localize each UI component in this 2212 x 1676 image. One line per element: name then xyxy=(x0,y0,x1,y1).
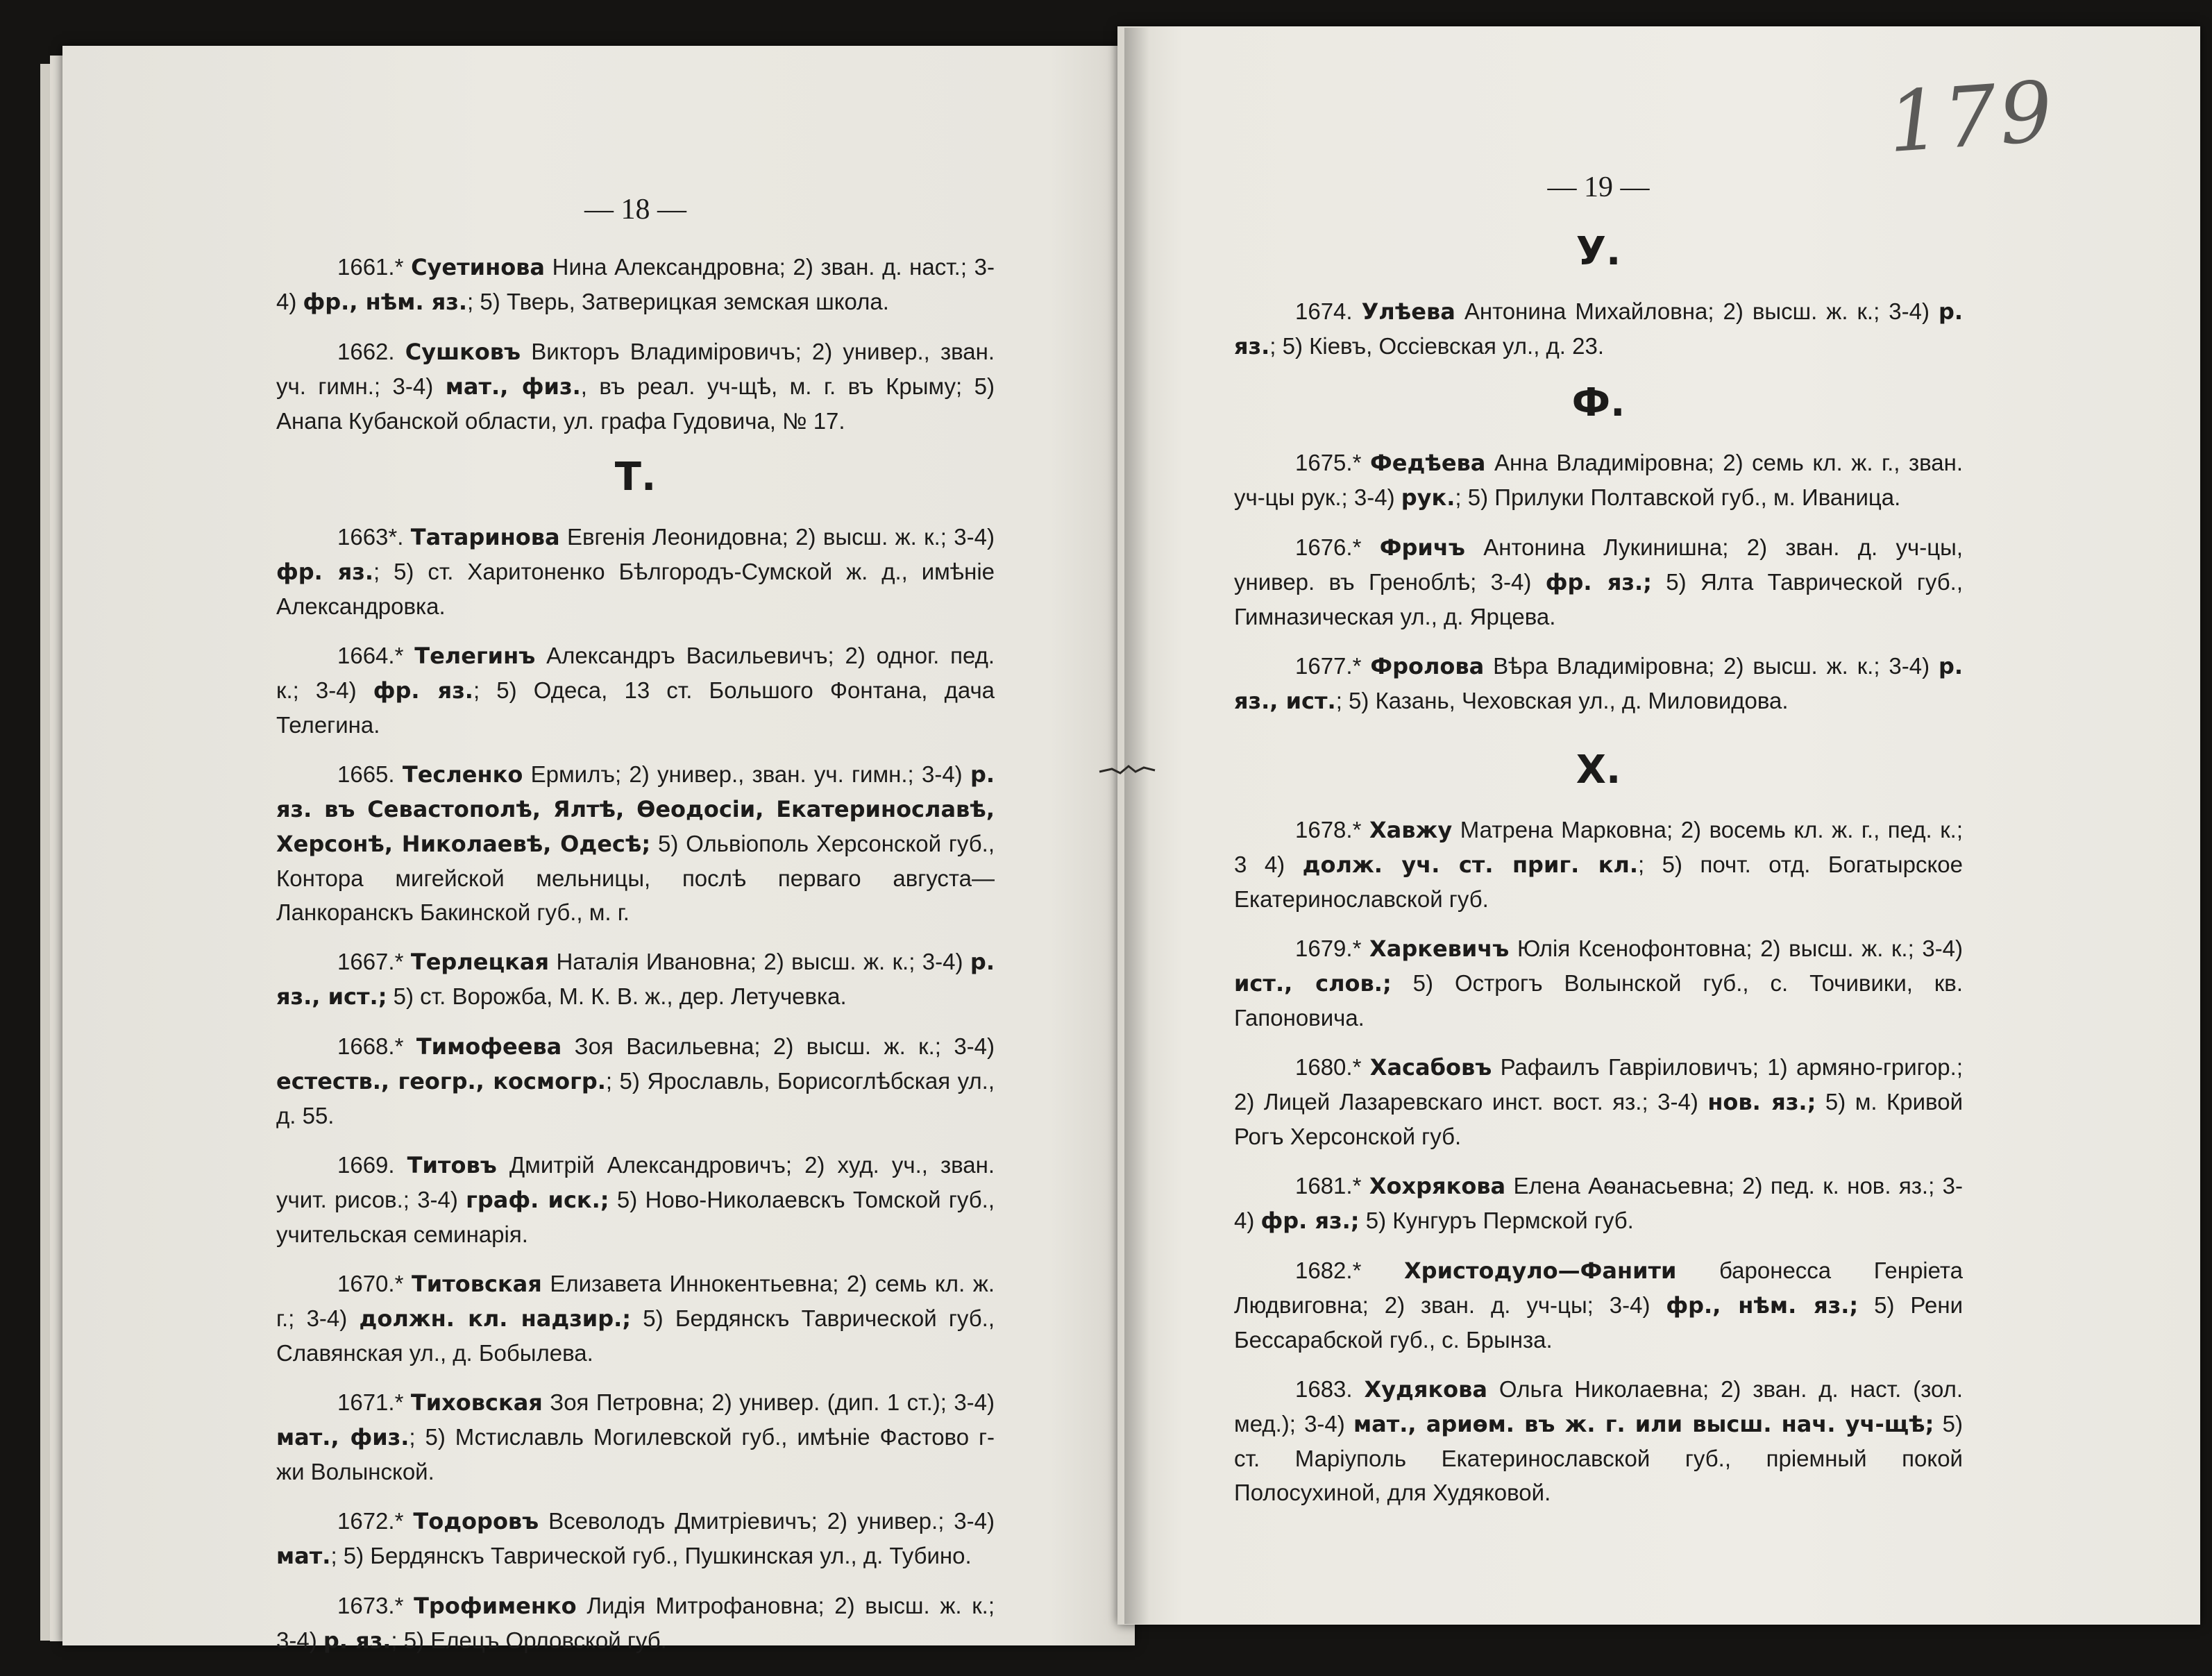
entry-surname: Суетинова xyxy=(411,254,546,280)
entry-surname: Тимофеева xyxy=(416,1033,562,1060)
entry-surname: Хасабовъ xyxy=(1369,1054,1492,1081)
register-entry xyxy=(276,250,995,319)
section-letter: Х. xyxy=(1576,747,1621,793)
entry-address: 5) ст. Ворожба, М. К. В. ж., дер. Летучевка. xyxy=(387,983,847,1009)
entry-subjects: мат., физ. xyxy=(445,373,581,400)
book-spine-shadow xyxy=(1124,28,1149,1624)
entry-address: ; 5) Бердянскъ Таврической губ., Пушкинская ул., д. Тубино. xyxy=(330,1543,972,1568)
entry-subjects: фр. яз. xyxy=(373,677,473,704)
entry-subjects: фр. яз.; xyxy=(1260,1208,1360,1234)
entry-surname: Улѣева xyxy=(1361,298,1455,325)
register-entry xyxy=(1234,1050,1963,1153)
entry-details: Всеволодъ Дмитріевичъ; 2) универ.; 3-4) xyxy=(548,1508,995,1534)
entry-surname: Титовская xyxy=(411,1271,542,1297)
entry-surname: Худякова xyxy=(1364,1376,1487,1403)
entry-details: Зоя Петровна; 2) универ. (дип. 1 ст.); 3-4) xyxy=(550,1389,995,1415)
register-entry xyxy=(1234,813,1963,916)
entry-number: 1663*. xyxy=(337,524,404,550)
entry-number: 1673.* xyxy=(337,1593,404,1618)
entry-details: Дмитрій Александровичъ; 2) худ. уч., зван. учит. рисов.; 3-4) xyxy=(276,1152,995,1212)
entry-details: Викторъ Владиміровичъ; 2) универ., зван. уч. гимн.; 3-4) xyxy=(276,339,995,399)
entry-subjects: ист., слов.; xyxy=(1234,970,1392,997)
register-entry xyxy=(1234,294,1963,364)
entry-surname: Терлецкая xyxy=(410,949,550,975)
section xyxy=(1234,228,1963,364)
entry-surname: Тодоровъ xyxy=(413,1508,539,1534)
section-letter: Ф. xyxy=(1571,380,1626,425)
entry-surname: Тиховская xyxy=(410,1389,543,1416)
entry-address: ; 5) Тверь, Затверицкая земская школа. xyxy=(467,289,889,314)
entry-subjects: должн. кл. надзир.; xyxy=(359,1305,632,1332)
section xyxy=(276,250,995,438)
section-letter: Т. xyxy=(614,455,657,500)
entry-subjects: фр. яз.; xyxy=(1545,569,1652,595)
entry-number: 1669. xyxy=(337,1152,395,1178)
entry-subjects: р. яз. въ Севастополѣ, Ялтѣ, Ѳеодосіи, Екатеринославѣ, Херсонѣ, Николаевѣ, Одесѣ; xyxy=(276,761,995,857)
register-entry xyxy=(1234,530,1963,634)
entry-number: 1675.* xyxy=(1295,450,1362,475)
entry-surname: Федѣева xyxy=(1370,450,1486,476)
entry-subjects: мат., ариѳм. въ ж. г. или высш. нач. уч-щѣ; xyxy=(1353,1411,1934,1437)
page-number: — 18 — xyxy=(584,194,686,226)
entry-surname: Христодуло—Фанити xyxy=(1404,1258,1677,1284)
register-entry xyxy=(276,1267,995,1370)
entry-number: 1674. xyxy=(1295,298,1353,324)
entry-number: 1679.* xyxy=(1295,936,1362,961)
entry-address: ; 5) Казань, Чеховская ул., д. Миловидова. xyxy=(1335,688,1789,713)
entry-details: Юлія Ксенофонтовна; 2) высш. ж. к.; 3-4) xyxy=(1517,936,1964,961)
entry-surname: Хохрякова xyxy=(1369,1173,1506,1199)
entry-details: Рафаилъ Гавріиловичъ; 1) армяно-григор.; 2) Лицей Лазаревскаго инст. вост. яз.; 3-4) xyxy=(1234,1054,1963,1115)
entry-number: 1681.* xyxy=(1295,1173,1362,1199)
entry-number: 1671.* xyxy=(337,1389,404,1415)
entry-number: 1670.* xyxy=(337,1271,404,1296)
entry-address: 5) м. Кривой Рогъ Херсонской губ. xyxy=(1234,1089,1964,1149)
entry-details: Ермилъ; 2) универ., зван. уч. гимн.; 3-4) xyxy=(530,761,963,787)
entry-address: 5) ст. Маріуполь Екатеринославской губ., пріемный покой Полосухиной, для Худяковой. xyxy=(1234,1411,1964,1505)
binding-tear-mark xyxy=(1098,762,1156,779)
register-entry xyxy=(1234,446,1963,515)
entry-details: Вѣра Владиміровна; 2) высш. ж. к.; 3-4) xyxy=(1493,653,1930,679)
register-entry xyxy=(276,1589,995,1658)
entry-address: ; 5) Кіевъ, Оссіевская ул., д. 23. xyxy=(1269,333,1605,359)
entry-number: 1677.* xyxy=(1295,653,1362,679)
entry-surname: Фролова xyxy=(1370,653,1485,679)
register-entry xyxy=(276,638,995,742)
entry-number: 1682.* xyxy=(1295,1258,1362,1283)
handwritten-page-number: 179 xyxy=(1884,63,2059,172)
entry-address: 5) Ново-Николаевскъ Томской губ., учительская семинарія. xyxy=(276,1187,995,1247)
entry-address: 5) Кунгуръ Пермской губ. xyxy=(1359,1208,1634,1233)
entry-surname: Фричъ xyxy=(1379,534,1465,561)
register-entry xyxy=(1234,649,1963,718)
register-entry xyxy=(1234,1169,1963,1238)
entry-subjects: р. яз., ист.; xyxy=(276,949,995,1010)
page-number: — 19 — xyxy=(1547,171,1650,203)
entry-details: Зоя Васильевна; 2) высш. ж. к.; 3-4) xyxy=(574,1033,995,1059)
register-entry xyxy=(276,1504,995,1573)
entry-address: ; 5) ст. Харитоненко Бѣлгородъ-Сумской ж. д., имѣніе Александровка. xyxy=(276,559,995,619)
entry-details: баронесса Генріета Людвиговна; 2) зван. д. уч-цы; 3-4) xyxy=(1234,1258,1963,1318)
entry-surname: Сушковъ xyxy=(405,339,521,365)
entry-details: Матрена Марковна; 2) восемь кл. ж. г., пед. к.; 3 4) xyxy=(1234,817,1964,877)
entry-number: 1667.* xyxy=(337,949,404,974)
entry-details: Антонина Михайловна; 2) высш. ж. к.; 3-4) xyxy=(1464,298,1930,324)
entry-subjects: долж. уч. ст. приг. кл. xyxy=(1302,852,1639,878)
entry-details: Елизавета Иннокентьевна; 2) семь кл. ж. г.; 3-4) xyxy=(276,1271,995,1331)
register-entry xyxy=(276,1029,995,1133)
entry-details: Елена Аѳанасьевна; 2) пед. к. нов. яз.; 3-4) xyxy=(1234,1173,1963,1233)
entry-number: 1664.* xyxy=(337,643,404,668)
entry-number: 1678.* xyxy=(1295,817,1362,843)
entry-details: Александръ Васильевичъ; 2) одног. пед. к.; 3-4) xyxy=(276,643,995,703)
register-entry xyxy=(276,945,995,1014)
entry-address: 5) Ялта Таврической губ., Гимназическая ул., д. Ярцева. xyxy=(1234,569,1964,629)
entry-subjects: рук. xyxy=(1401,484,1455,511)
section xyxy=(276,453,995,1658)
register-entry xyxy=(276,1148,995,1251)
section-letter: У. xyxy=(1576,229,1621,274)
entry-details: Лидія Митрофановна; 2) высш. ж. к.; 3-4) xyxy=(276,1593,995,1653)
entry-subjects: граф. иск.; xyxy=(466,1187,609,1213)
register-entry xyxy=(1234,1253,1963,1357)
register-entry xyxy=(276,520,995,623)
register-entry xyxy=(1234,1372,1963,1509)
entry-surname: Титовъ xyxy=(407,1152,497,1178)
entry-address: ; 5) Ярославль, Борисоглѣбская ул., д. 55. xyxy=(276,1068,995,1128)
register-entry xyxy=(276,1385,995,1489)
entry-number: 1661.* xyxy=(337,254,404,280)
entry-subjects: р. яз. xyxy=(323,1627,391,1654)
entry-subjects: мат. xyxy=(276,1543,331,1569)
section xyxy=(1234,746,1963,1509)
section xyxy=(1234,379,1963,718)
register-entry xyxy=(1234,931,1963,1035)
entry-subjects: мат., физ. xyxy=(276,1424,410,1450)
entry-details: Евгенія Леонидовна; 2) высш. ж. к.; 3-4) xyxy=(566,524,995,550)
entry-details: Анна Владиміровна; 2) семь кл. ж. г., зван. уч-цы рук.; 3-4) xyxy=(1234,450,1964,510)
entry-address: 5) Бердянскъ Таврической губ., Славянская ул., д. Бобылева. xyxy=(276,1305,995,1366)
entry-details: Нина Александровна; 2) зван. д. наст.; 3-4) xyxy=(276,254,995,314)
entry-subjects: естеств., геогр., космогр. xyxy=(276,1068,606,1094)
register-entry xyxy=(276,757,995,929)
entry-number: 1662. xyxy=(337,339,395,364)
entry-address: ; 5) Одеса, 13 ст. Большого Фонтана, дача Телегина. xyxy=(276,677,995,738)
entry-number: 1683. xyxy=(1295,1376,1353,1402)
entry-number: 1676.* xyxy=(1295,534,1362,560)
entry-address: 5) Острогъ Волынской губ., с. Точивики, кв. Гапоновича. xyxy=(1234,970,1963,1031)
entry-number: 1665. xyxy=(337,761,395,787)
entry-details: Антонина Лукинишна; 2) зван. д. уч-цы, универ. въ Греноблѣ; 3-4) xyxy=(1234,534,1963,595)
entry-subjects: фр., нѣм. яз. xyxy=(303,289,468,315)
register-entry xyxy=(276,335,995,438)
entry-surname: Телегинъ xyxy=(414,643,536,669)
entry-subjects: нов. яз.; xyxy=(1707,1089,1816,1115)
entry-surname: Татаринова xyxy=(410,524,560,550)
entry-surname: Трофименко xyxy=(414,1593,577,1619)
entry-address: ; 5) Мстиславль Могилевской губ., имѣніе Фастово г-жи Волынской. xyxy=(276,1424,995,1484)
entry-number: 1672.* xyxy=(337,1508,404,1534)
entry-address: 5) Рени Бессарабской губ., с. Брынза. xyxy=(1234,1292,1964,1353)
entry-subjects: р. яз. xyxy=(1234,298,1964,359)
entry-subjects: фр. яз. xyxy=(276,559,373,585)
entry-surname: Тесленко xyxy=(402,761,523,788)
entry-address: ; 5) почт. отд. Богатырское Екатеринославской губ. xyxy=(1234,852,1963,912)
right-page-text xyxy=(1234,165,1963,1525)
entry-address: ; 5) Елецъ Орловской губ. xyxy=(391,1627,667,1653)
entry-number: 1668.* xyxy=(337,1033,404,1059)
entry-subjects: фр., нѣм. яз.; xyxy=(1666,1292,1859,1319)
entry-address: , въ реал. уч-щѣ, м. г. въ Крыму; 5) Анапа Кубанской области, ул. графа Гудовича, № 17. xyxy=(276,373,995,434)
entry-subjects: р. яз., ист. xyxy=(1234,653,1964,714)
entry-address: 5) Ольвіополь Херсонской губ., Контора мигейской мельницы, послѣ перваго августа—Ланкоранскъ Бакинской губ., м. г. xyxy=(276,831,995,925)
entry-details: Наталія Ивановна; 2) высш. ж. к.; 3-4) xyxy=(556,949,963,974)
left-page-text xyxy=(276,187,995,1673)
entry-number: 1680.* xyxy=(1295,1054,1362,1080)
entry-details: Ольга Николаевна; 2) зван. д. наст. (зол. мед.); 3-4) xyxy=(1234,1376,1964,1437)
entry-address: ; 5) Прилуки Полтавской губ., м. Иваница. xyxy=(1455,484,1901,510)
entry-surname: Хавжу xyxy=(1369,817,1453,843)
entry-surname: Харкевичъ xyxy=(1369,936,1510,962)
